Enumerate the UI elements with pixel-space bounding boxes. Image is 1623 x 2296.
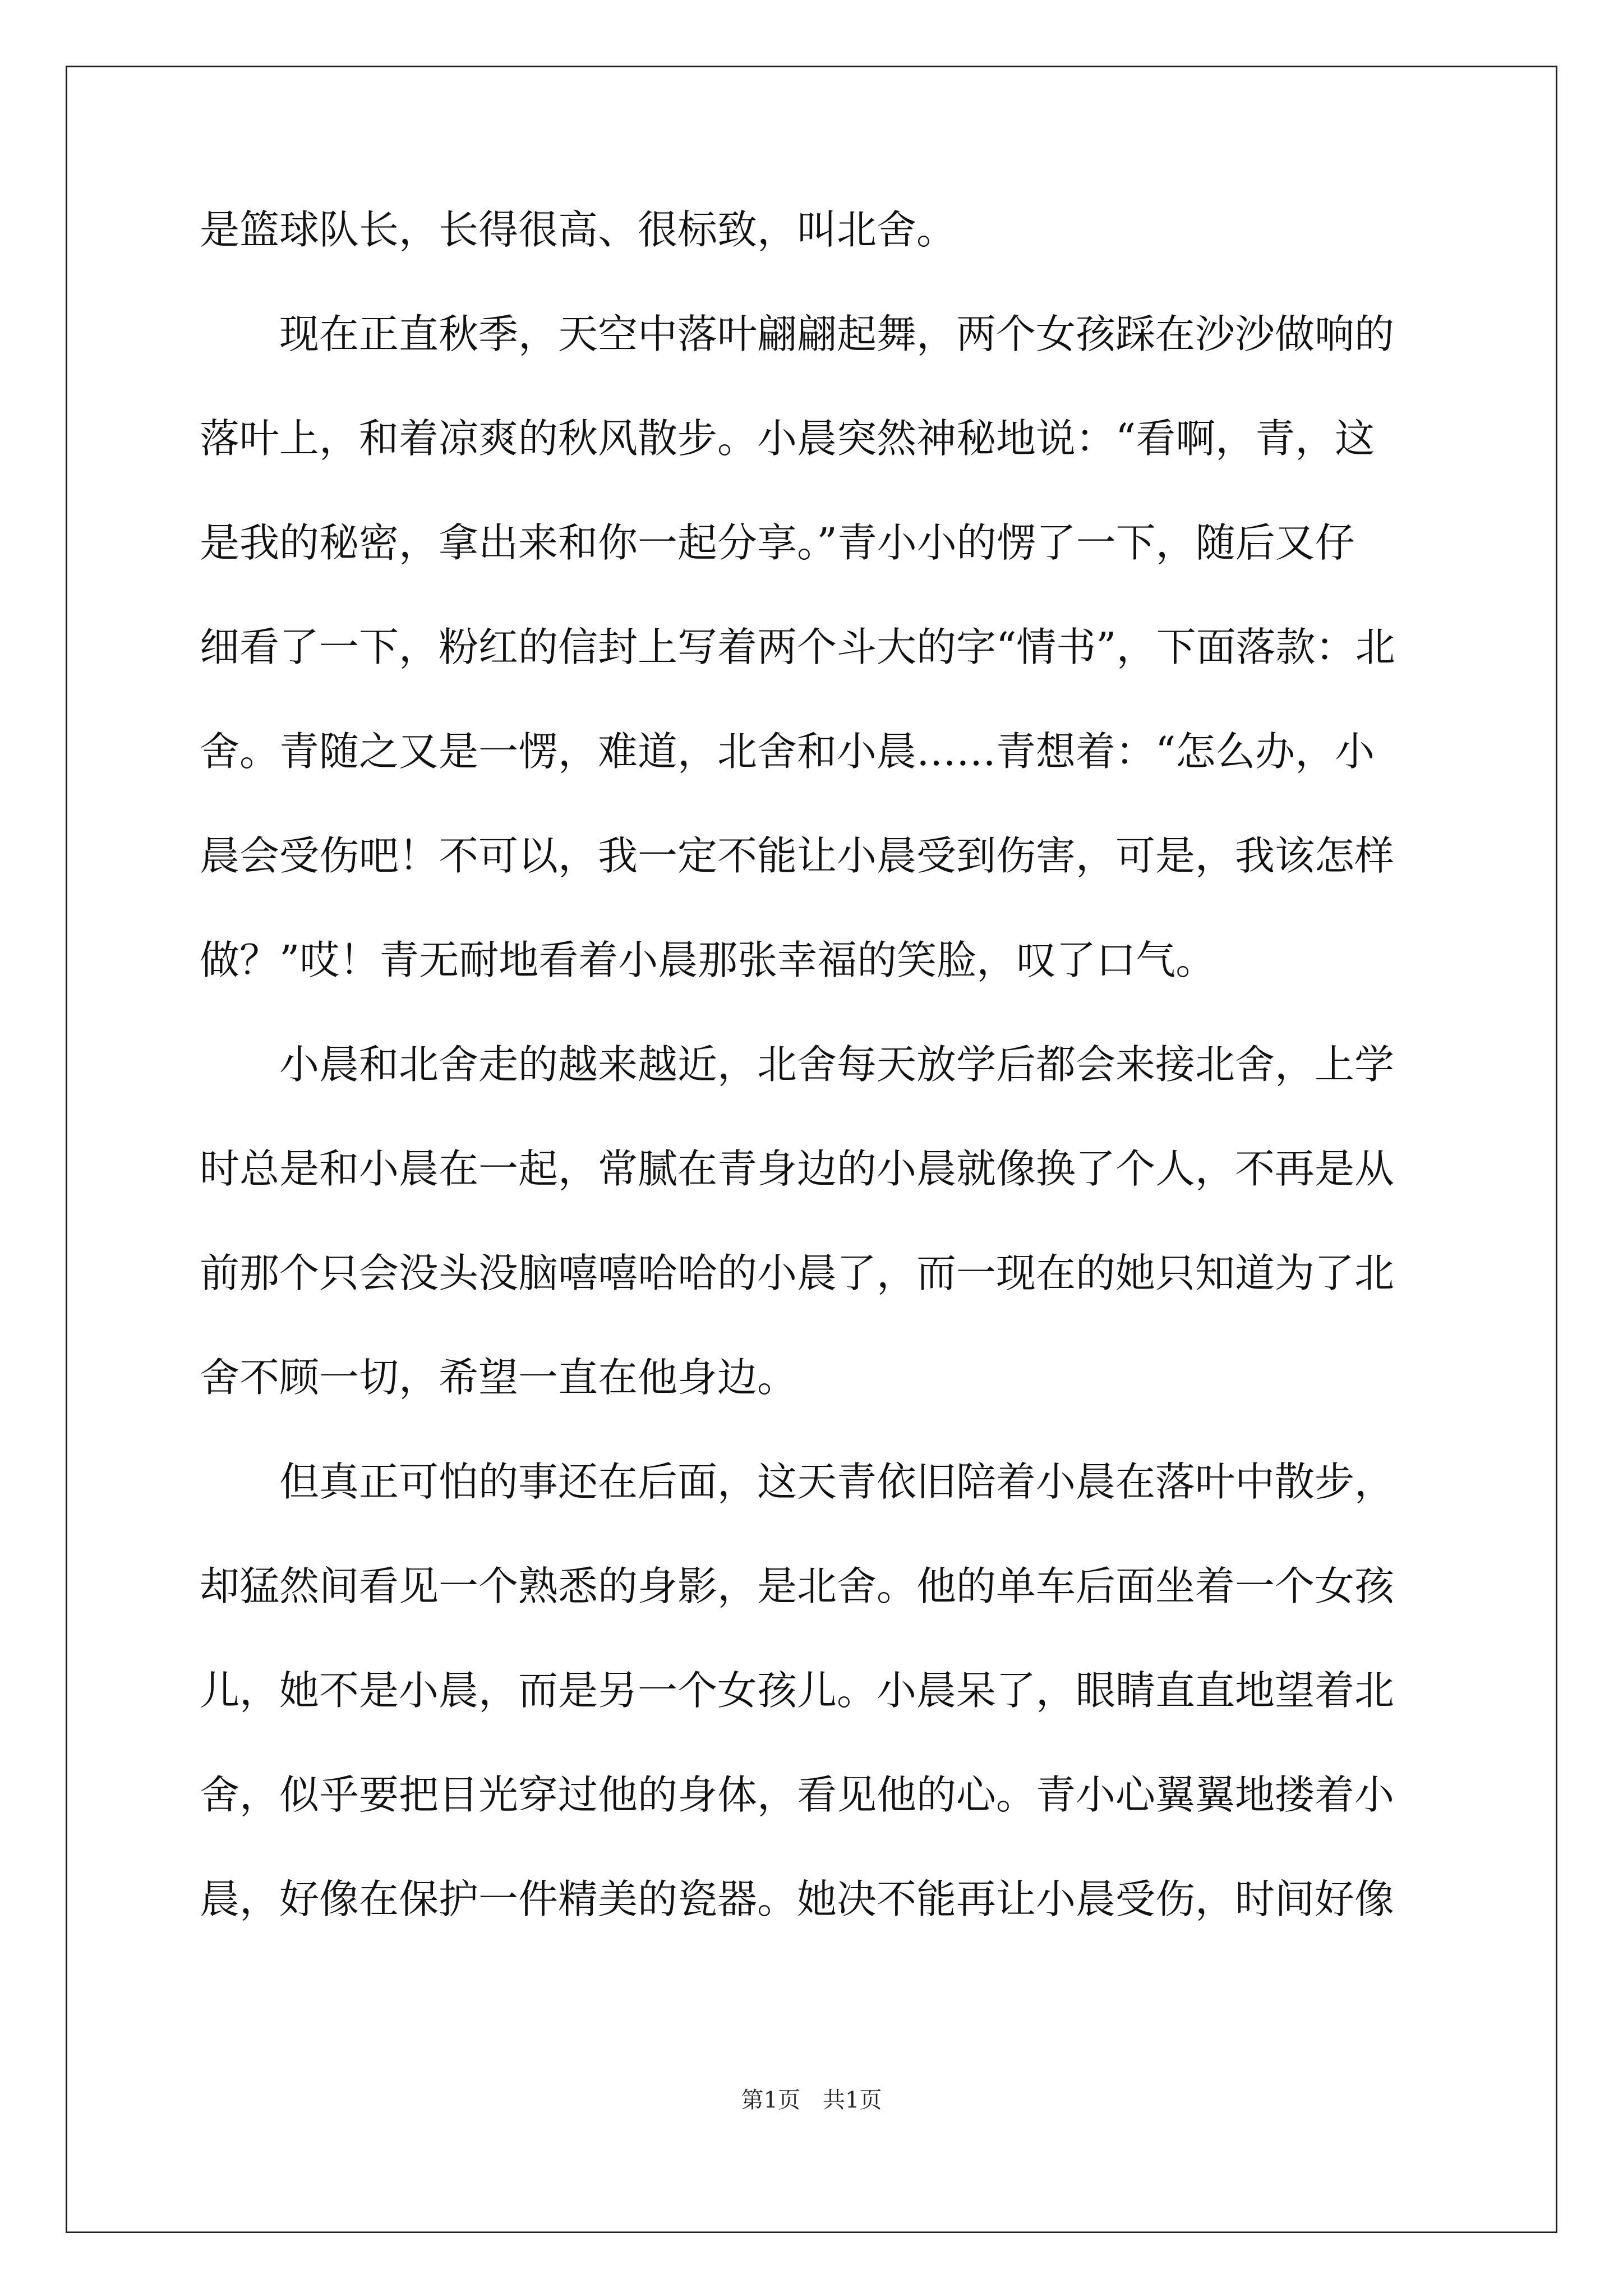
text-line: 是我的秘密，拿出来和你一起分享。”青小小的愣了一下，随后又仔	[200, 519, 1355, 566]
text-line: 舍不顾一切，希望一直在他身边。	[200, 1354, 797, 1401]
text-line: 做？”哎！青无耐地看着小晨那张幸福的笑脸，叹了口气。	[200, 937, 1216, 983]
text-line: 小晨和北舍走的越来越近，北舍每天放学后都会来接北舍，上学	[200, 1041, 1395, 1088]
text-line: 舍，似乎要把目光穿过他的身体，看见他的心。青小心翼翼地搂着小	[200, 1772, 1395, 1818]
text-line: 前那个只会没头没脑嘻嘻哈哈的小晨了，而一现在的她只知道为了北	[200, 1250, 1395, 1296]
text-line: 晨，好像在保护一件精美的瓷器。她决不能再让小晨受伤，时间好像	[200, 1876, 1395, 1922]
text-line: 现在正直秋季，天空中落叶翩翩起舞，两个女孩踩在沙沙做响的	[200, 311, 1395, 357]
text-line: 但真正可怕的事还在后面，这天青依旧陪着小晨在落叶中散步，	[200, 1458, 1395, 1505]
text-line: 却猛然间看见一个熟悉的身影，是北舍。他的单车后面坐着一个女孩	[200, 1563, 1395, 1609]
text-line: 儿，她不是小晨，而是另一个女孩儿。小晨呆了，眼睛直直地望着北	[200, 1667, 1395, 1714]
text-line: 是篮球队长，长得很高、很标致，叫北舍。	[200, 206, 957, 253]
text-line: 细看了一下，粉红的信封上写着两个斗大的字“情书”，下面落款：北	[200, 624, 1395, 670]
text-line: 时总是和小晨在一起，常腻在青身边的小晨就像换了个人，不再是从	[200, 1145, 1395, 1192]
text-line: 落叶上，和着凉爽的秋风散步。小晨突然神秘地说：“看啊，青，这	[200, 415, 1375, 462]
page-footer: 第1页 共1页	[741, 2087, 882, 2113]
text-line: 晨会受伤吧！不可以，我一定不能让小晨受到伤害，可是，我该怎样	[200, 832, 1395, 879]
text-line: 舍。青随之又是一愣，难道，北舍和小晨……青想着：“怎么办，小	[200, 728, 1375, 775]
